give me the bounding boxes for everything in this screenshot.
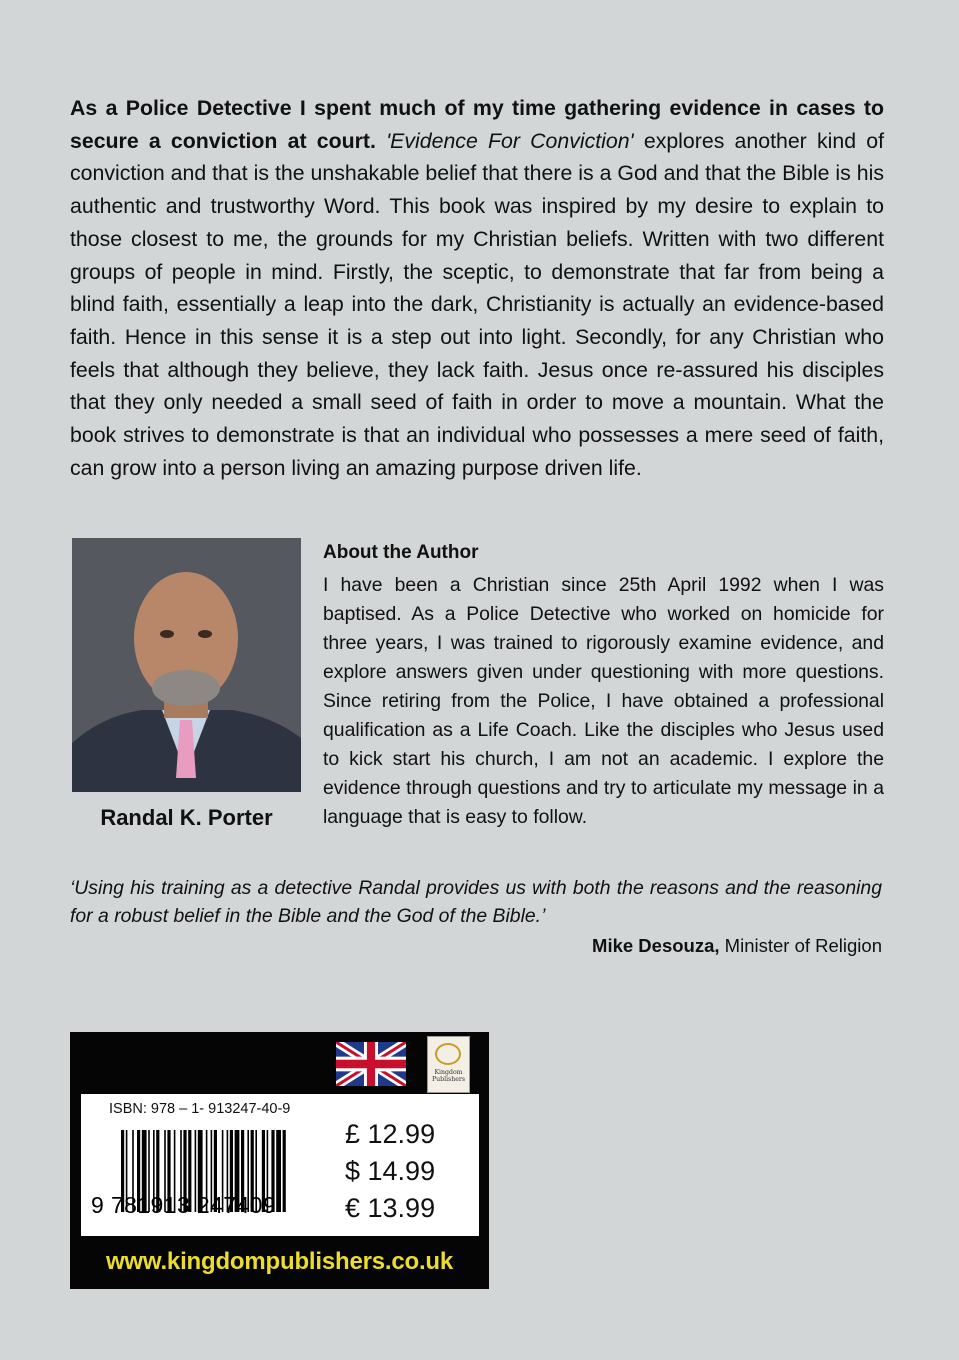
author-photo xyxy=(72,538,301,792)
price-usd: $ 14.99 xyxy=(345,1156,436,1186)
price-gbp: £ 12.99 xyxy=(345,1119,436,1149)
barcode-stripe xyxy=(276,1130,281,1212)
blurb-intro: As a Police Detective I spent much of my time gathering evidence in cases to secure a conviction at court. xyxy=(70,96,884,153)
about-author-heading: About the Author xyxy=(323,542,479,563)
barcode-digits: 9 781913 247409 xyxy=(91,1192,277,1218)
barcode-label xyxy=(81,1094,479,1236)
endorsement-quote: ‘Using his training as a detective Randal provides us with both the reasons and the reasoning for a robust belief in the Bible and the God of the Bible.’ xyxy=(70,877,882,927)
about-author-text: I have been a Christian since 25th April 1992 when I was baptised. As a Police Detective who worked on homicide for three years, I was trained to rigorously examine evidence, and explore answers given under questioning with more questions. Since retiring from the Police, I have obtained a professional qualification as a Life Coach. Like the disciples who Jesus used to kick start his church, I am not an academic. I explore the evidence through questions and try to articulate my message in a language that is easy to follow. xyxy=(323,574,884,828)
price-list xyxy=(345,1116,435,1227)
publisher-logo xyxy=(427,1036,470,1093)
author-name: Randal K. Porter xyxy=(100,805,273,830)
endorser-name: Mike Desouza, xyxy=(592,935,720,956)
publisher-logo-text: Kingdom Publishers xyxy=(431,1069,466,1084)
union-jack-flag-icon xyxy=(336,1042,406,1086)
author-portrait xyxy=(72,538,301,792)
endorser-role: Minister of Religion xyxy=(724,935,882,956)
publisher-website: www.kingdompublishers.co.uk xyxy=(105,1248,454,1275)
price-eur: € 13.99 xyxy=(345,1193,436,1223)
barcode-panel xyxy=(70,1032,489,1289)
book-title: 'Evidence For Conviction' xyxy=(386,128,634,153)
isbn-number: ISBN: 978 – 1- 913247-40-9 xyxy=(109,1101,291,1117)
endorsement-attribution xyxy=(592,935,882,957)
blurb-body: explores another kind of conviction and that is the unshakable belief that there is a God and that the Bible is his authentic and trustworthy Word. This book was inspired by my desire to explain to those closest to me, the grounds for my Christian beliefs. Written with two different groups of people in mind. Firstly, the sceptic, to demonstrate that far from being a blind faith, essentially a leap into the dark, Christianity is actually an evidence-based faith. Hence in this sense it is a step out into light. Secondly, for any Christian who feels that although they believe, they lack faith. Jesus once re-assured his disciples that they only needed a small seed of faith in order to move a mountain. What the book strives to demonstrate is that an individual who possesses a mere seed of faith, can grow into a person living an amazing purpose driven life. xyxy=(70,128,884,480)
crown-icon xyxy=(435,1043,461,1065)
back-cover-blurb xyxy=(70,92,884,484)
barcode-stripe xyxy=(283,1130,286,1212)
about-author-section xyxy=(323,539,884,832)
